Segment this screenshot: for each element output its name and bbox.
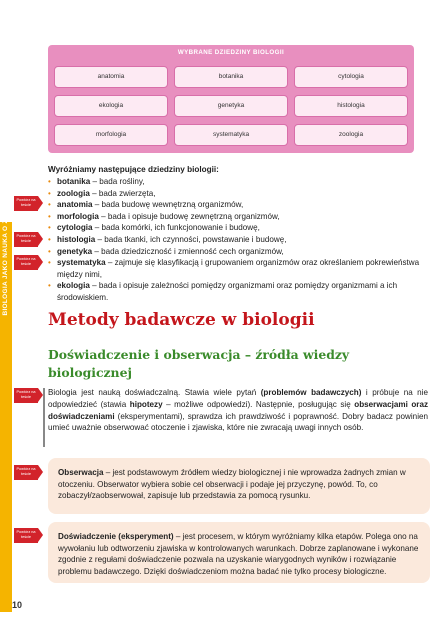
list-item: • zoologia – bada zwierzęta,	[48, 188, 156, 198]
list-item: • systematyka – zajmuje się klasyfikacją i grupowaniem organizmów oraz określaniem pokrewieństwa między nimi,	[48, 258, 420, 279]
branches-table-title: WYBRANE DZIEDZINY BIOLOGII	[177, 49, 285, 56]
branch-cell: histologia	[294, 95, 408, 117]
repeat-tag: Powtórz na teście	[14, 528, 38, 543]
page-number-bar	[0, 598, 12, 612]
list-item: • genetyka – bada dziedziczność i zmienność cech organizmów,	[48, 246, 284, 256]
branch-cell: morfologia	[54, 124, 168, 146]
branch-cell: zoologia	[294, 124, 408, 146]
list-item: • histologia – bada tkanki, ich czynności, powstawanie i budowę,	[48, 234, 287, 244]
section-heading: Metody badawcze w biologii	[48, 310, 315, 330]
list-item: • morfologia – bada i opisuje budowę zewnętrzną organizmów,	[48, 211, 280, 221]
branch-cell: systematyka	[174, 124, 288, 146]
branch-cell: genetyka	[174, 95, 288, 117]
branch-cell: ekologia	[54, 95, 168, 117]
subsection-heading: Doświadczenie i obserwacja – źródła wiedzy biologicznej	[48, 347, 350, 380]
branch-cell: cytologia	[294, 66, 408, 88]
repeat-tag: Powtórz na teście	[14, 255, 38, 270]
branches-intro: Wyróżniamy następujące dziedziny biologii:	[48, 165, 219, 174]
biology-branches-table	[48, 45, 414, 153]
list-item: • cytologia – bada komórki, ich funkcjonowanie i budowę,	[48, 223, 260, 233]
branches-list	[48, 176, 428, 304]
experiment-definition-box: Doświadczenie (eksperyment) – jest procesem, w którym wyróżniamy kilka etapów. Polega ono na wywołaniu lub odtworzeniu zjawiska w kontrolowanych warunkach. Dobrze zaplanowane i wykonane zgodnie z regułami doświadczenie pozwala na uzyskanie wiarygodnych wyników i rozwiązanie problemu badawczego. Dzięki doświadczeniom można badać nie tylko procesy biologiczne.	[48, 522, 430, 583]
repeat-tag: Powtórz na teście	[14, 465, 38, 480]
intro-paragraph: Biologia jest nauką doświadczalną. Stawia wiele pytań (problemów badawczych) i próbuje na nie odpowiedzieć (stawia hipotezy – możliwe odpowiedzi). Następnie, posługując się obserwacjami oraz doświadczeniami (eksperymentami), sprawdza ich prawdziwość i poprawność. Dobry badacz powinien umieć uważnie obserwować otoczenie i zjawiska, które nie zwracają uwagi innych osób.	[48, 388, 428, 433]
paragraph-marker	[43, 388, 45, 447]
page-number: 10	[12, 600, 23, 610]
list-item: • botanika – bada rośliny,	[48, 177, 145, 186]
repeat-tag: Powtórz na teście	[14, 232, 38, 247]
branch-cell: anatomia	[54, 66, 168, 88]
repeat-tag: Powtórz na teście	[14, 388, 38, 403]
list-item: • anatomia – bada budowę wewnętrzną organizmów,	[48, 200, 244, 210]
chapter-side-tab-label: BIOLOGIA JAKO NAUKA O ŻYCIU	[2, 202, 9, 316]
list-item: • ekologia – bada i opisuje zależności pomiędzy organizmami oraz pomiędzy organizmami a ich środowiskiem.	[48, 281, 398, 302]
repeat-tag: Powtórz na teście	[14, 196, 38, 211]
observation-definition-box: Obserwacja – jest podstawowym źródłem wiedzy biologicznej i nie wprowadza żadnych zmian w otoczeniu. Obserwator wybiera sobie cel obserwacji i podaje jej przyczynę, powód. To, co zobaczył/zaobserwował, zapisuje lub przedstawia za pomocą rysunku.	[48, 458, 430, 514]
branch-cell: botanika	[174, 66, 288, 88]
